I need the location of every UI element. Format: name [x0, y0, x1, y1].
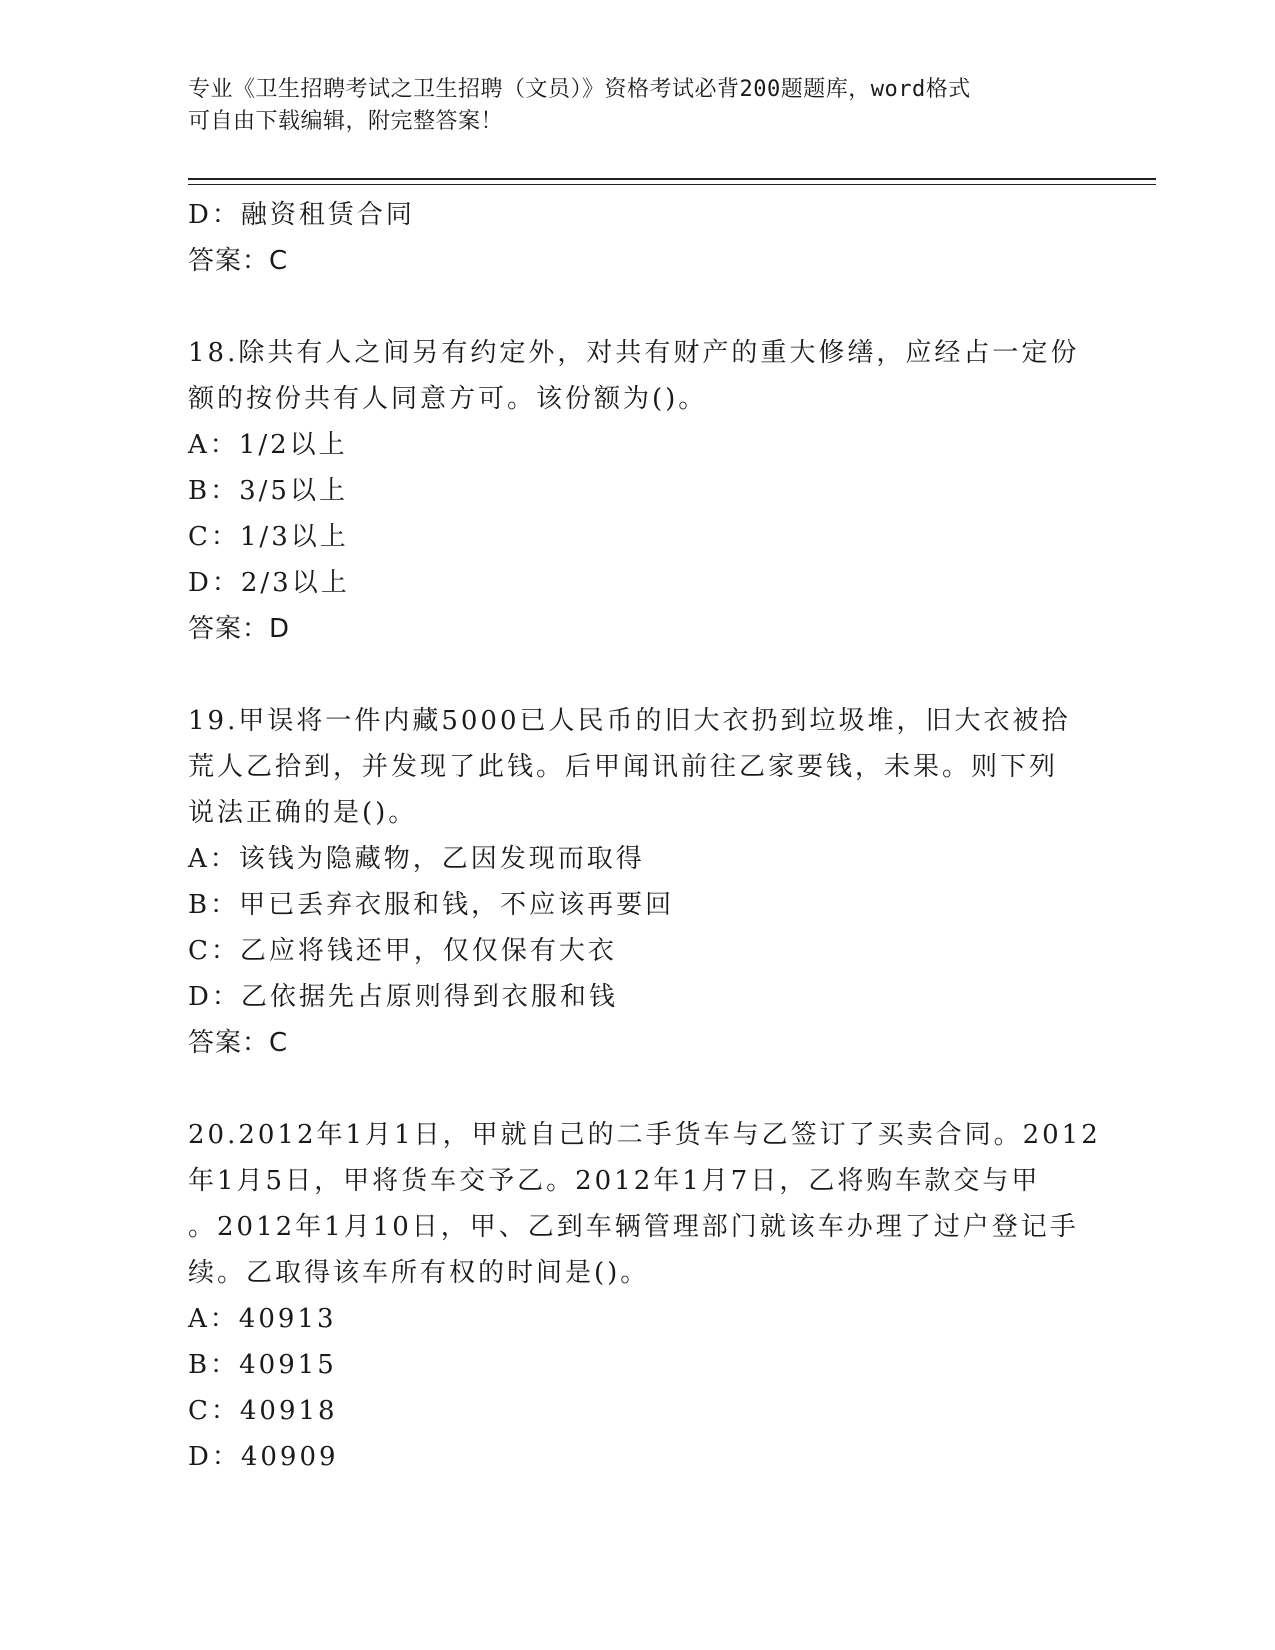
question-18: [188, 330, 1088, 652]
option-d: D：40909: [188, 1442, 339, 1472]
answer: 答案：C: [188, 1028, 289, 1058]
question-stem: 18.除共有人之间另有约定外，对共有财产的重大修缮，应经占一定份: [188, 338, 1080, 368]
prev-answer: 答案：C: [188, 246, 289, 276]
question-list: [188, 192, 1101, 1480]
option-c: C：1/3以上: [188, 522, 349, 552]
header-line-2: 可自由下载编辑，附完整答案！: [188, 109, 504, 134]
question-stem: 说法正确的是()。: [188, 798, 418, 828]
option-b: B：3/5以上: [188, 476, 348, 506]
header-line-1: 专业《卫生招聘考试之卫生招聘（文员）》资格考试必背200题题库，word格式: [188, 77, 971, 102]
option-c: C：乙应将钱还甲，仅仅保有大衣: [188, 936, 617, 966]
question-stem: 19.甲误将一件内藏5000已人民币的旧大衣扔到垃圾堆，旧大衣被拾: [188, 706, 1071, 736]
option-a: A：40913: [188, 1304, 337, 1334]
question-stem: 续。乙取得该车所有权的时间是()。: [188, 1258, 650, 1288]
spacer: [188, 284, 1088, 330]
question-stem: 年1月5日，甲将货车交予乙。2012年1月7日，乙将购车款交与甲: [188, 1166, 1041, 1196]
option-c: C：40918: [188, 1396, 338, 1426]
spacer: [188, 652, 1088, 698]
answer: 答案：D: [188, 614, 291, 644]
header-divider-thick: [188, 178, 1156, 180]
prev-option-d: D：融资租赁合同: [188, 200, 415, 230]
header-divider-thin: [188, 184, 1156, 185]
option-a: A：该钱为隐藏物，乙因发现而取得: [188, 844, 645, 874]
question-stem: 额的按份共有人同意方可。该份额为()。: [188, 384, 708, 414]
question-stem: 20.2012年1月1日，甲就自己的二手货车与乙签订了买卖合同。2012: [188, 1120, 1101, 1150]
option-d: D：乙依据先占原则得到衣服和钱: [188, 982, 618, 1012]
document-header: [188, 74, 1088, 138]
option-b: B：40915: [188, 1350, 337, 1380]
option-a: A：1/2以上: [188, 430, 348, 460]
spacer: [188, 1066, 1088, 1112]
question-stem: 。2012年1月10日，甲、乙到车辆管理部门就该车办理了过户登记手: [188, 1212, 1079, 1242]
option-d: D：2/3以上: [188, 568, 350, 598]
question-20: [188, 1112, 1101, 1480]
question-19: [188, 698, 1088, 1066]
option-b: B：甲已丢弃衣服和钱，不应该再要回: [188, 890, 675, 920]
question-stem: 荒人乙拾到，并发现了此钱。后甲闻讯前往乙家要钱，未果。则下列: [188, 752, 1059, 782]
